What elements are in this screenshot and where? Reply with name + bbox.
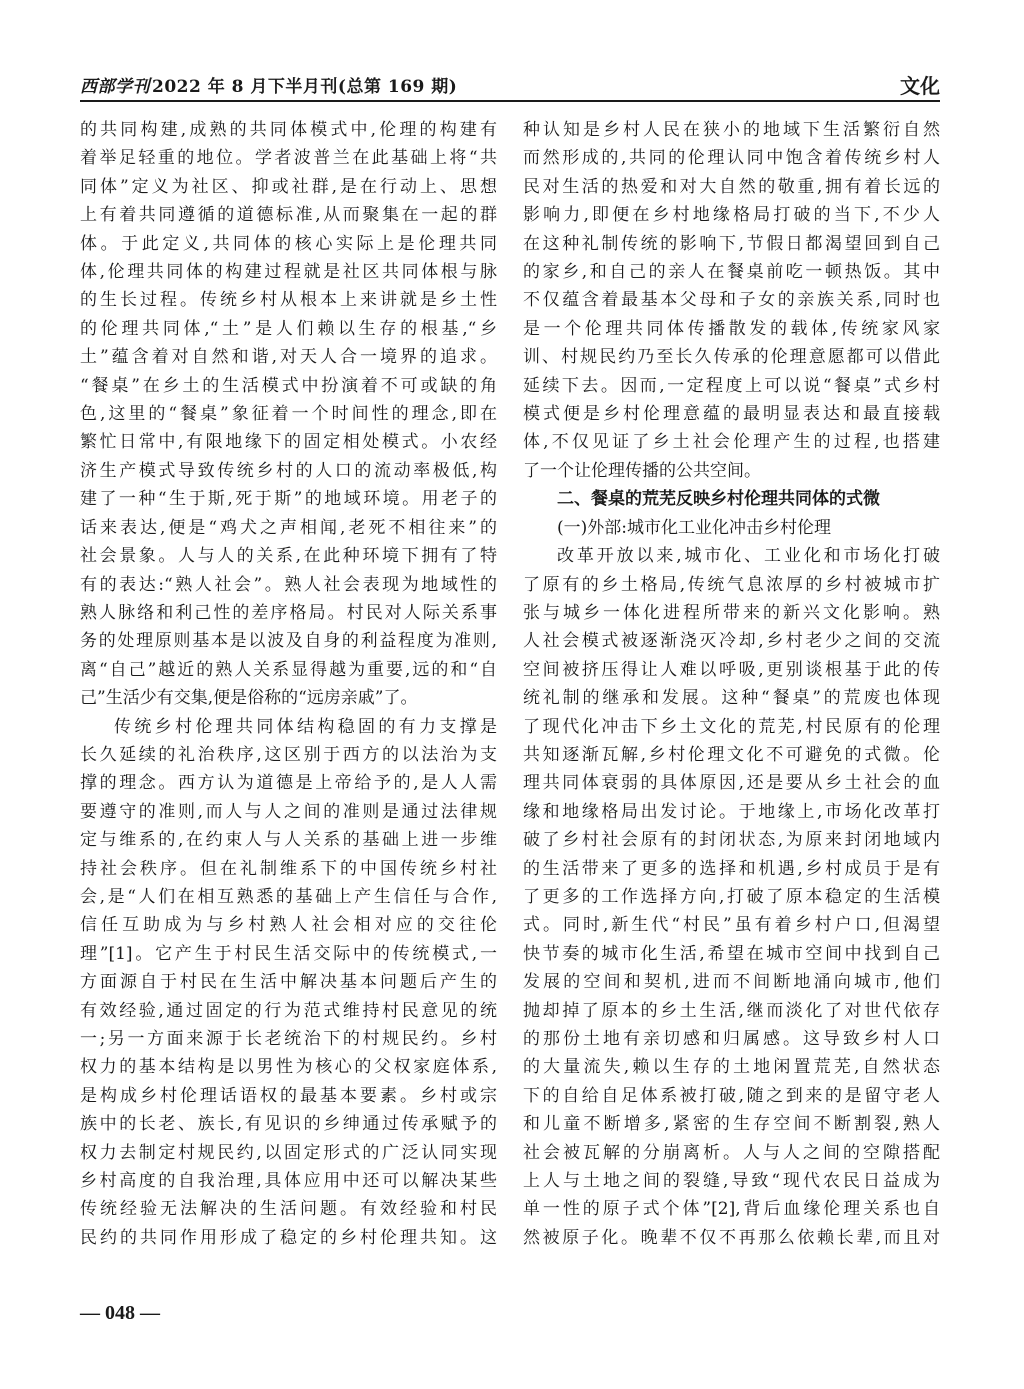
text-line: 体。于此定义,共同体的核心实际上是伦理共同 (80, 233, 497, 254)
text-line: 共知逐渐瓦解,乡村伦理文化不可避免的式微。伦 (523, 744, 940, 765)
text-line: 的家乡,和自己的亲人在餐桌前吃一顿热饭。其中 (523, 262, 940, 283)
text-line: 模式便是乡村伦理意蕴的最明显表达和最直接载 (523, 404, 940, 425)
text-line: 理”[1]。它产生于村民生活交际中的传统模式,一 (80, 943, 497, 964)
text-line: 人社会模式被逐渐浇灭冷却,乡村老少之间的交流 (523, 631, 940, 652)
journal-issue: 2022 年 8 月下半月刊(总第 169 期) (152, 77, 458, 97)
page-number: — 048 — (80, 1302, 160, 1324)
text-line: 是一个伦理共同体传播散发的载体,传统家风家 (523, 318, 940, 339)
text-line: 着举足轻重的地位。学者波普兰在此基础上将“共 (80, 148, 497, 169)
text-line: 会,是“人们在相互熟悉的基础上产生信任与合作, (80, 886, 497, 907)
text-line: 有的表达:“熟人社会”。熟人社会表现为地域性的 (80, 574, 497, 595)
text-line: 快节奏的城市化生活,希望在城市空间中找到自己 (523, 943, 940, 964)
text-line: “餐桌”在乡土的生活模式中扮演着不可或缺的角 (80, 375, 497, 396)
section-title: 文化 (900, 74, 940, 98)
text-line: 方面源自于村民在生活中解决基本问题后产生的 (80, 972, 497, 993)
text-line: 权力的基本结构是以男性为核心的父权家庭体系, (80, 1057, 497, 1078)
text-line: 在这种礼制传统的影响下,节假日都渴望回到自己 (523, 233, 940, 254)
text-line: 长久延续的礼治秩序,这区别于西方的以法治为支 (80, 744, 497, 765)
text-line: 上人与土地之间的裂缝,导致“现代农民日益成为 (523, 1171, 940, 1192)
text-line: 的伦理共同体,“土”是人们赖以生存的根基,“乡 (80, 318, 497, 339)
text-line: 色,这里的“餐桌”象征着一个时间性的理念,即在 (80, 404, 497, 425)
text-line: 定与维系的,在约束人与人关系的基础上进一步维 (80, 830, 497, 851)
text-line: 乡村高度的自我治理,具体应用中还可以解决某些 (80, 1171, 497, 1192)
text-line: 发展的空间和契机,进而不间断地涌向城市,他们 (523, 972, 940, 993)
text-line: 有效经验,通过固定的行为范式维持村民意见的统 (80, 1000, 497, 1021)
text-line: 理共同体衰弱的具体原因,还是要从乡土社会的血 (523, 773, 940, 794)
text-line: 务的处理原则基本是以波及自身的利益程度为准则, (80, 631, 497, 652)
text-line: 的那份土地有亲切感和归属感。这导致乡村人口 (523, 1029, 940, 1049)
text-line: 不仅蕴含着最基本父母和子女的亲族关系,同时也 (523, 290, 940, 311)
text-line: 下的自给自足体系被打破,随之到来的是留守老人 (523, 1085, 940, 1106)
text-line: (一)外部:城市化工业化冲击乡村伦理 (557, 517, 831, 538)
text-line: 体,不仅见证了乡土社会伦理产生的过程,也搭建 (523, 432, 940, 453)
text-line: 权力去制定村规民约,以固定形式的广泛认同实现 (80, 1142, 497, 1163)
text-line: 延续下去。因而,一定程度上可以说“餐桌”式乡村 (523, 375, 940, 396)
header-rule (80, 100, 940, 102)
left-column (80, 116, 497, 1252)
text-line: 缘和地缘格局出发讨论。于地缘上,市场化改革打 (523, 801, 940, 822)
page-header (80, 70, 940, 100)
text-line: 民约的共同作用形成了稳定的乡村伦理共知。这 (80, 1227, 497, 1248)
text-line: 单一性的原子式个体”[2],背后血缘伦理关系也自 (523, 1199, 940, 1220)
text-line: 民对生活的热爱和对大自然的敬重,拥有着长远的 (523, 176, 940, 197)
text-line: 族中的长老、族长,有见识的乡绅通过传承赋予的 (80, 1114, 497, 1135)
text-line: 和儿童不断增多,紧密的生存空间不断割裂,熟人 (523, 1114, 940, 1135)
text-line: 了现代化冲击下乡土文化的荒芜,村民原有的伦理 (523, 716, 940, 737)
text-line: 影响力,即便在乡村地缘格局打破的当下,不少人 (523, 205, 940, 226)
text-line: 同体”定义为社区、抑或社群,是在行动上、思想 (80, 176, 497, 197)
text-line: 持社会秩序。但在礼制维系下的中国传统乡村社 (80, 858, 497, 879)
text-line: 信任互助成为与乡村熟人社会相对应的交往伦 (80, 915, 497, 936)
text-line: 社会景象。人与人的关系,在此种环境下拥有了特 (80, 546, 497, 567)
text-line: 的生长过程。传统乡村从根本上来讲就是乡土性 (80, 290, 497, 311)
text-line: 是构成乡村伦理话语权的最基本要素。乡村或宗 (80, 1085, 497, 1106)
text-line: 空间被挤压得让人难以呼吸,更别谈根基于此的传 (523, 659, 940, 680)
text-line: 一;另一方面来源于长老统治下的村规民约。乡村 (80, 1029, 497, 1049)
text-line: 传统经验无法解决的生活问题。有效经验和村民 (80, 1199, 497, 1220)
text-line: 而然形成的,共同的伦理认同中饱含着传统乡村人 (523, 148, 940, 169)
text-line: 体,伦理共同体的构建过程就是社区共同体根与脉 (80, 262, 497, 283)
text-line: 己”生活少有交集,便是俗称的“远房亲戚”了。 (80, 688, 418, 709)
text-line: 撑的理念。西方认为道德是上帝给予的,是人人需 (80, 773, 497, 794)
text-line: 然被原子化。晚辈不仅不再那么依赖长辈,而且对 (523, 1227, 940, 1248)
text-line: 式。同时,新生代“村民”虽有着乡村户口,但渴望 (523, 915, 940, 936)
journal-logo: 西部学刊 (80, 77, 150, 97)
text-line: 了一个让伦理传播的公共空间。 (523, 460, 761, 481)
text-line: 离“自己”越近的熟人关系显得越为重要,远的和“自 (80, 659, 497, 680)
right-column (523, 116, 940, 1252)
text-line: 二、餐桌的荒芜反映乡村伦理共同体的式微 (557, 489, 880, 510)
text-line: 的共同构建,成熟的共同体模式中,伦理的构建有 (80, 120, 497, 140)
text-line: 训、村规民约乃至长久传承的伦理意愿都可以借此 (523, 347, 940, 368)
text-line: 社会被瓦解的分崩离析。人与人之间的空隙搭配 (523, 1142, 940, 1163)
text-line: 要遵守的准则,而人与人之间的准则是通过法律规 (80, 801, 497, 822)
text-line: 种认知是乡村人民在狭小的地域下生活繁衍自然 (523, 120, 940, 140)
journal-masthead (80, 72, 457, 97)
text-line: 土”蕴含着对自然和谐,对天人合一境界的追求。 (80, 347, 497, 368)
text-line: 破了乡村社会原有的封闭状态,为原来封闭地域内 (523, 830, 940, 851)
text-line: 熟人脉络和利己性的差序格局。村民对人际关系事 (80, 602, 497, 623)
text-line: 统礼制的继承和发展。这种“餐桌”的荒废也体现 (523, 688, 940, 709)
text-line: 抛却掉了原本的乡土生活,继而淡化了对世代依存 (523, 1000, 940, 1021)
text-line: 改革开放以来,城市化、工业化和市场化打破 (557, 546, 940, 567)
text-line: 繁忙日常中,有限地缘下的固定相处模式。小农经 (80, 432, 497, 453)
text-line: 了更多的工作选择方向,打破了原本稳定的生活模 (523, 886, 940, 907)
text-line: 了原有的乡土格局,传统气息浓厚的乡村被城市扩 (523, 574, 940, 595)
text-line: 传统乡村伦理共同体结构稳固的有力支撑是 (114, 716, 497, 737)
text-line: 上有着共同遵循的道德标准,从而聚集在一起的群 (80, 205, 497, 226)
text-line: 话来表达,便是“鸡犬之声相闻,老死不相往来”的 (80, 517, 497, 538)
text-line: 的大量流失,赖以生存的土地闲置荒芜,自然状态 (523, 1057, 940, 1078)
text-line: 的生活带来了更多的选择和机遇,乡村成员于是有 (523, 858, 940, 879)
text-line: 张与城乡一体化进程所带来的新兴文化影响。熟 (523, 602, 940, 623)
text-line: 建了一种“生于斯,死于斯”的地域环境。用老子的 (80, 489, 497, 510)
text-line: 济生产模式导致传统乡村的人口的流动率极低,构 (80, 460, 497, 481)
